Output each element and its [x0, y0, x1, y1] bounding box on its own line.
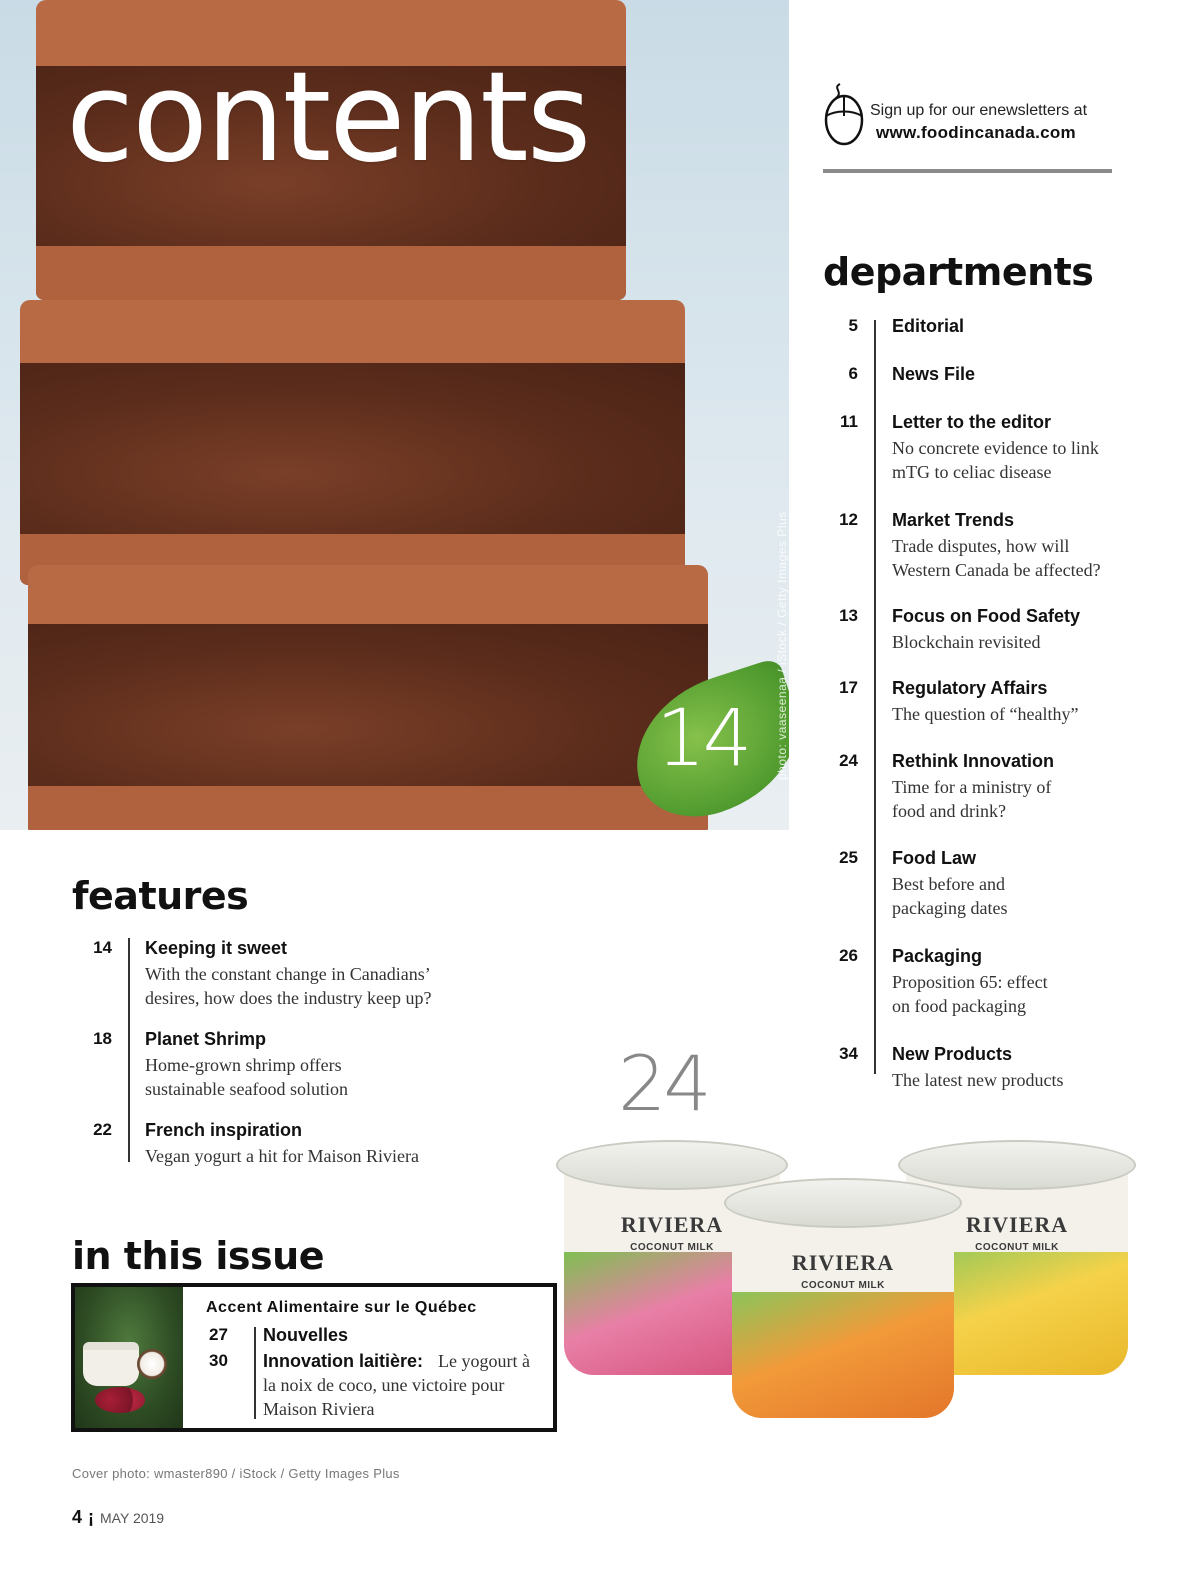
- feature-description: Vegan yogurt a hit for Maison Riviera: [145, 1146, 419, 1166]
- feature-page-number: 14: [93, 938, 112, 957]
- dept-heading: News File: [892, 364, 976, 384]
- in-this-issue-rule: [254, 1327, 256, 1419]
- issue-item-innovation-laitiere[interactable]: Innovation laitière:: [263, 1351, 424, 1371]
- dept-description: Proposition 65: effect on food packaging: [892, 972, 1048, 1016]
- dept-heading: Rethink Innovation: [892, 751, 1054, 771]
- departments-heading: departments: [823, 250, 1094, 294]
- features-heading: features: [72, 874, 249, 918]
- page-number: 4: [72, 1507, 83, 1527]
- tub-brand-label: RIVIERA: [791, 1250, 895, 1275]
- dept-description: Best before and packaging dates: [892, 874, 1008, 918]
- cover-photo-credit: Cover photo: wmaster890 / iStock / Getty Images Plus: [72, 1466, 400, 1481]
- dept-description: Time for a ministry of food and drink?: [892, 777, 1052, 821]
- dept-heading: Letter to the editor: [892, 412, 1052, 432]
- dept-heading: Food Law: [892, 848, 976, 868]
- feature-description: With the constant change in Canadians’ desires, how does the industry keep up?: [145, 964, 432, 1008]
- dept-page-number: 26: [839, 946, 858, 965]
- feature-page-number: 18: [93, 1029, 112, 1048]
- dept-heading: Market Trends: [892, 510, 1015, 530]
- issue-item-nouvelles[interactable]: Nouvelles: [263, 1325, 349, 1345]
- page-title: contents: [66, 46, 590, 190]
- in-this-issue-box: [71, 1283, 557, 1432]
- dept-description: No concrete evidence to link mTG to celiac disease: [892, 438, 1099, 482]
- feature-description: Home-grown shrimp offers sustainable seafood solution: [145, 1055, 348, 1099]
- feature-heading: French inspiration: [145, 1120, 303, 1140]
- quebec-section-heading: Accent Alimentaire sur le Québec: [206, 1299, 477, 1316]
- tub-sub-label: COCONUT MILK: [801, 1280, 885, 1291]
- dept-heading: Focus on Food Safety: [892, 606, 1081, 626]
- yogurt-tub-mango: [724, 1178, 962, 1418]
- dept-heading: Editorial: [892, 316, 965, 336]
- departments-list: [822, 316, 1142, 1096]
- dept-page-number: 12: [839, 510, 858, 529]
- in-this-issue-thumbnail: [75, 1287, 183, 1428]
- tub-sub-label: COCONUT MILK: [975, 1242, 1059, 1253]
- folio-separator: ¡: [88, 1507, 95, 1527]
- product-page-ref: 24: [618, 1039, 709, 1128]
- dept-page-number: 17: [839, 678, 858, 697]
- dept-page-number: 11: [840, 412, 858, 431]
- dept-page-number: 13: [839, 606, 858, 625]
- dept-description: Blockchain revisited: [892, 632, 1041, 652]
- issue-date: MAY 2019: [100, 1510, 165, 1526]
- hero-photo-credit: photo: vaaseenaa / iStock / Getty Images Plus: [775, 511, 789, 780]
- dept-page-number: 24: [839, 751, 858, 770]
- dept-description: The latest new products: [892, 1070, 1064, 1090]
- newsletter-url-link[interactable]: www.foodincanada.com: [876, 123, 1076, 142]
- page-folio: [72, 1507, 164, 1528]
- in-this-issue-heading: in this issue: [72, 1234, 324, 1278]
- issue-item-description: Le yogourt à la noix de coco, une victoire pour Maison Riviera: [263, 1351, 530, 1419]
- newsletter-divider: [823, 169, 1112, 173]
- issue-page-number: 27: [209, 1325, 228, 1344]
- dept-page-number: 5: [848, 316, 858, 335]
- brownie-bottom: [28, 565, 708, 830]
- features-rule: [128, 938, 130, 1162]
- tub-brand-label: RIVIERA: [965, 1212, 1069, 1237]
- feature-heading: Planet Shrimp: [145, 1029, 267, 1049]
- dept-heading: Regulatory Affairs: [892, 678, 1048, 698]
- brownie-middle: [20, 300, 685, 585]
- departments-rule: [874, 320, 876, 1074]
- dept-heading: Packaging: [892, 946, 983, 966]
- feature-heading: Keeping it sweet: [145, 938, 288, 958]
- dept-description: Trade disputes, how will Western Canada be affected?: [892, 536, 1101, 580]
- tub-brand-label: RIVIERA: [620, 1212, 724, 1237]
- tub-sub-label: COCONUT MILK: [630, 1242, 714, 1253]
- dept-page-number: 25: [839, 848, 858, 867]
- dept-description: The question of “healthy”: [892, 704, 1079, 724]
- dept-page-number: 6: [848, 364, 858, 383]
- computer-mouse-icon: [822, 80, 868, 148]
- newsletter-text: Sign up for our enewsletters at: [870, 102, 1088, 119]
- issue-page-number: 30: [209, 1351, 228, 1370]
- dept-page-number: 34: [839, 1044, 858, 1063]
- hero-page-ref: 14: [656, 694, 750, 784]
- dept-heading: New Products: [892, 1044, 1013, 1064]
- feature-page-number: 22: [93, 1120, 112, 1139]
